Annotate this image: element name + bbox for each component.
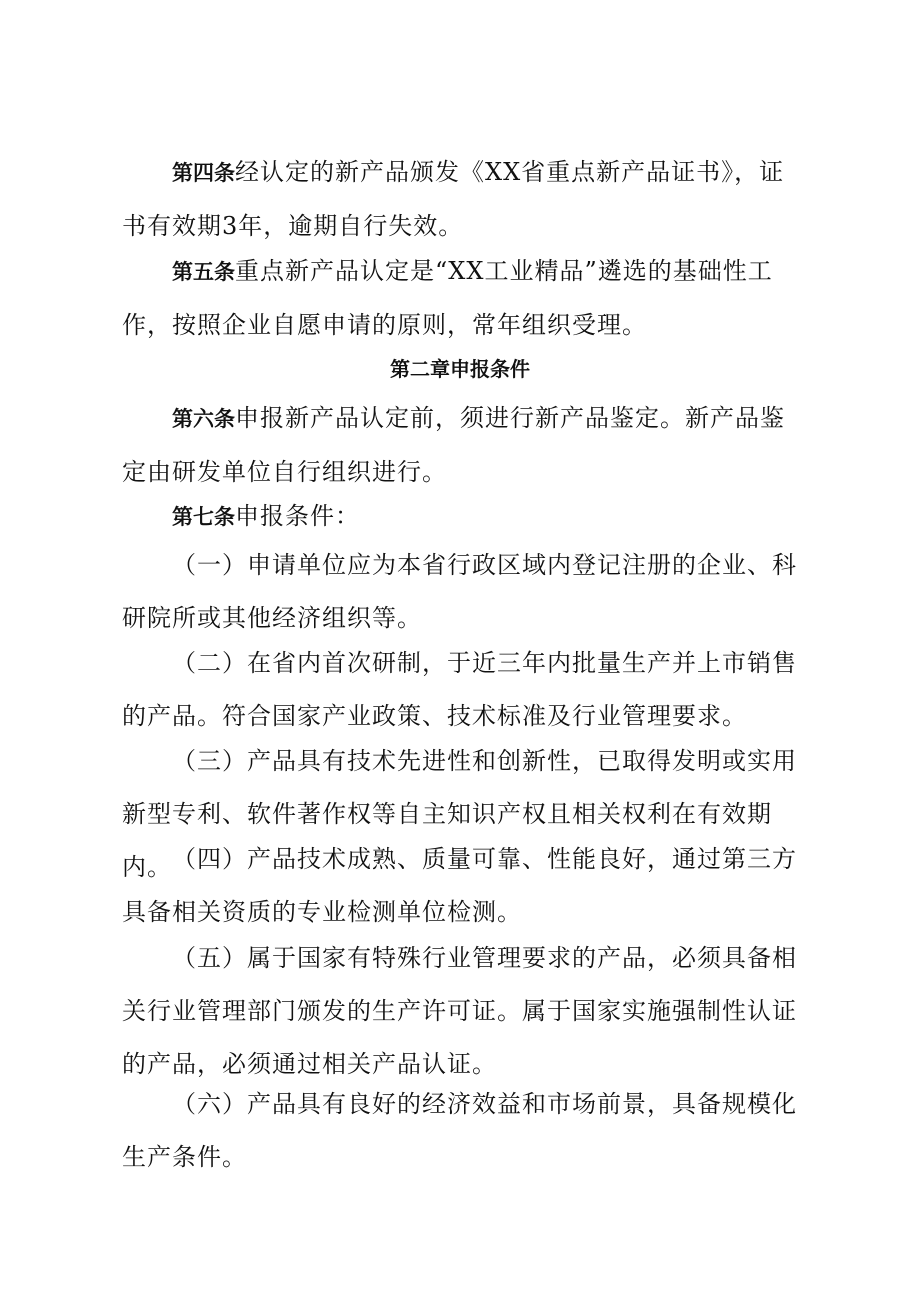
article-6-label: 第六条 [172, 407, 235, 431]
article-7-paragraph [122, 490, 807, 543]
condition-item-3: （三）产品具有技术先进性和创新性，已取得发明或实用新型专利、软件著作权等自主知识产权且相关权利在有效期内。 [122, 747, 797, 881]
condition-item-6: （六）产品具有良好的经济效益和市场前景，具备规模化生产条件。 [122, 1090, 797, 1171]
chapter-2-heading: 第二章申报条件 [390, 357, 530, 381]
condition-item-4: （四）产品技术成熟、质量可靠、性能良好，通过第三方具备相关资质的专业检测单位检测。 [122, 845, 797, 926]
article-5-label: 第五条 [172, 260, 235, 284]
article-5-paragraph [122, 245, 807, 352]
condition-item-5: （五）属于国家有特殊行业管理要求的产品，必须具备相关行业管理部门颁发的生产许可证。属于国家实施强制性认证的产品，必须通过相关产品认证。 [122, 944, 797, 1078]
article-4-label: 第四条 [172, 161, 235, 185]
article-6-text: 申报新产品认定前，须进行新产品鉴定。新产品鉴定由研发单位自行组织进行。 [122, 404, 785, 486]
article-4-text: 经认定的新产品颁发《XX省重点新产品证书》，证书有效期3年，逾期自行失效。 [122, 158, 785, 240]
condition-item-2: （二）在省内首次研制，于近三年内批量生产并上市销售的产品。符合国家产业政策、技术标准及行业管理要求。 [122, 649, 797, 730]
article-4-paragraph [122, 146, 807, 253]
article-7-text: 申报条件： [235, 502, 360, 530]
condition-item-1: （一）申请单位应为本省行政区域内登记注册的企业、科研院所或其他经济组织等。 [122, 551, 797, 632]
article-6-paragraph [122, 392, 807, 499]
article-7-label: 第七条 [172, 505, 235, 529]
article-5-text: 重点新产品认定是“XX工业精品”遴选的基础性工作，按照企业自愿申请的原则，常年组织受理。 [122, 257, 773, 339]
